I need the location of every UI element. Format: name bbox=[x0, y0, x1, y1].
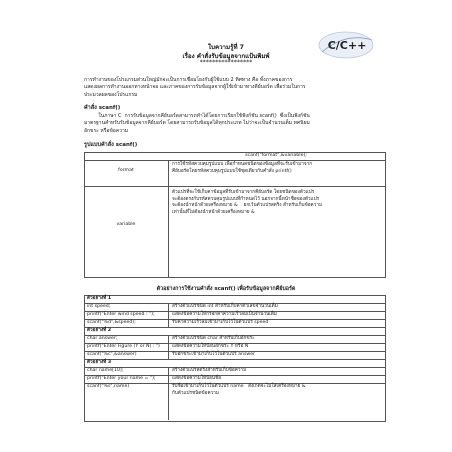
format-desc: การใช้รหัสควบคุมรูปแบบ เพื่อกำหนดชนิดของข้อมูลที่จะรับเข้ามาจาก คีย์บอร์ดโดยรหัสควบคุมรูปแบบใช้ชุดเดียวกับคำสั่ง printf() bbox=[172, 162, 313, 174]
examples-caption: ตัวอย่างการใช้งานคำสั่ง scanf() เพื่อรับข้อมูลจากคีย์บอร์ด bbox=[156, 286, 296, 292]
syntax-code: scanf("format",&variable); bbox=[245, 153, 307, 158]
page-title: ใบความรู้ที่ 7 bbox=[208, 44, 244, 51]
table-divider bbox=[168, 367, 169, 420]
example-3-code-3: scanf("%s",name) bbox=[87, 384, 130, 389]
example-1-title: ตัวอย่างที่ 1 bbox=[87, 296, 112, 301]
c-cpp-logo bbox=[316, 28, 376, 62]
example-3-code-2: printf("Enter your name = "); bbox=[87, 376, 156, 381]
table-divider bbox=[168, 160, 169, 277]
format-label: format bbox=[118, 168, 134, 173]
example-2-code-2: printf("Enter Figure (Y or N) : ") bbox=[87, 344, 160, 349]
logo-text: C/C++ bbox=[327, 39, 367, 52]
example-1-desc-1: สร้างตัวแปรชนิด int สำหรับเก็บค่าตัวเลขจำนวนเต็ม bbox=[172, 304, 278, 309]
example-2-title: ตัวอย่างที่ 2 bbox=[87, 328, 112, 333]
example-3-code-1: char name[10]; bbox=[87, 368, 124, 373]
example-1-desc-2: แสดงข้อความให้กรอกค่าความเร็วลมเป็นจำนวนเต็ม bbox=[172, 312, 278, 317]
page-subtitle: เรื่อง คำสั่งรับข้อมูลจากแป้นพิมพ์ bbox=[182, 53, 270, 60]
example-2-desc-1: สร้างตัวแปรชนิด char สำหรับเก็บอักขระ bbox=[172, 336, 255, 341]
table-divider bbox=[168, 335, 169, 359]
example-2-code-1: char answer; bbox=[87, 336, 118, 341]
table-divider bbox=[84, 160, 385, 161]
example-3-desc-1: สร้างตัวแปรสตริงสำหรับเก็บข้อความ bbox=[172, 368, 247, 373]
table-divider bbox=[84, 359, 385, 360]
table-divider bbox=[84, 186, 385, 187]
table-divider bbox=[168, 303, 169, 327]
variable-label: variable bbox=[116, 222, 136, 227]
example-1-code-3: scanf("%d",&speed); bbox=[87, 320, 136, 325]
example-3-desc-3: รับชื่อเข้ามาเก็บไว้ในตัวแปร name สังเกตจะไม่ใส่เครื่องหมาย & กับตัวแปรชนิดข้อความ bbox=[172, 384, 306, 396]
example-1-code-2: printf("Enter wind speed : "); bbox=[87, 312, 155, 317]
scanf-description: ในภาษา C การรับข้อมูลจากคีย์บอร์ดสามารถทำได้โดยการเรียกใช้ฟังก์ชัน scanf() ซึ่งเป็นฟังก์ชัน มาตรฐานสำหรับรับข้อมูลจากคีย์บอร์ด โดยสามารถรับข้อมูลได้ทุกประเภท ไม่ว่าจะเป็นจำนวนเต็ม ทศนิยม อักขระ หรือข้อความ bbox=[84, 113, 310, 134]
example-2-code-3: scanf("%c",&answer) bbox=[87, 352, 137, 357]
example-2-desc-3: รับอักขระเข้ามาเก็บไว้ในตัวแปร answer bbox=[172, 352, 256, 357]
example-1-desc-3: รับค่าความเร็วลมเข้ามาเก็บไว้ในตัวแปร speed bbox=[172, 320, 269, 325]
intro-paragraph: การทำงานของโปรแกรมส่วนใหญ่มักจะเป็นการเชื่อมโยงกับผู้ใช้แบบ 2 ทิศทาง คือ ทั้งภาคของการ แสดงผลการทำงานออกทางหน้าจอ และภาคของการรับข้อมูลจากผู้ใช้เข้ามาทางคีย์บอร์ด เพื่อร่วมในการ ประมวลผลของโปรแกรม bbox=[84, 77, 306, 98]
scanf-heading: คำสั่ง scanf() bbox=[84, 105, 121, 111]
example-3-desc-2: แสดงข้อความให้ป้อนชื่อ bbox=[172, 376, 222, 381]
example-1-code-1: int speed; bbox=[87, 304, 111, 309]
table-divider bbox=[84, 327, 385, 328]
variable-desc: ตัวแปรที่จะใช้เก็บค่าข้อมูลที่รับเข้ามาจากคีย์บอร์ด โดยชนิดของตัวแปร จะต้องตรงกับรหัสควบคุมรูปแบบที่กำหนดไว้ นอกจากนี้หน้าชื่อของตัวแปร จะต้องนำหน้าด้วยเครื่องหมาย & ยกเว้นตัวแปรสตริง สำหรับเก็บข้อความ เท่านั้นที่ไม่ต้องนำหน้าด้วยเครื่องหมาย & bbox=[172, 190, 323, 215]
example-2-desc-2: แสดงข้อความให้ป้อนอักขระ Y หรือ N bbox=[172, 344, 249, 349]
example-3-title: ตัวอย่างที่ 3 bbox=[87, 360, 112, 365]
format-heading: รูปแบบคำสั่ง scanf() bbox=[84, 142, 138, 148]
title-stars: ***************** bbox=[199, 59, 253, 66]
